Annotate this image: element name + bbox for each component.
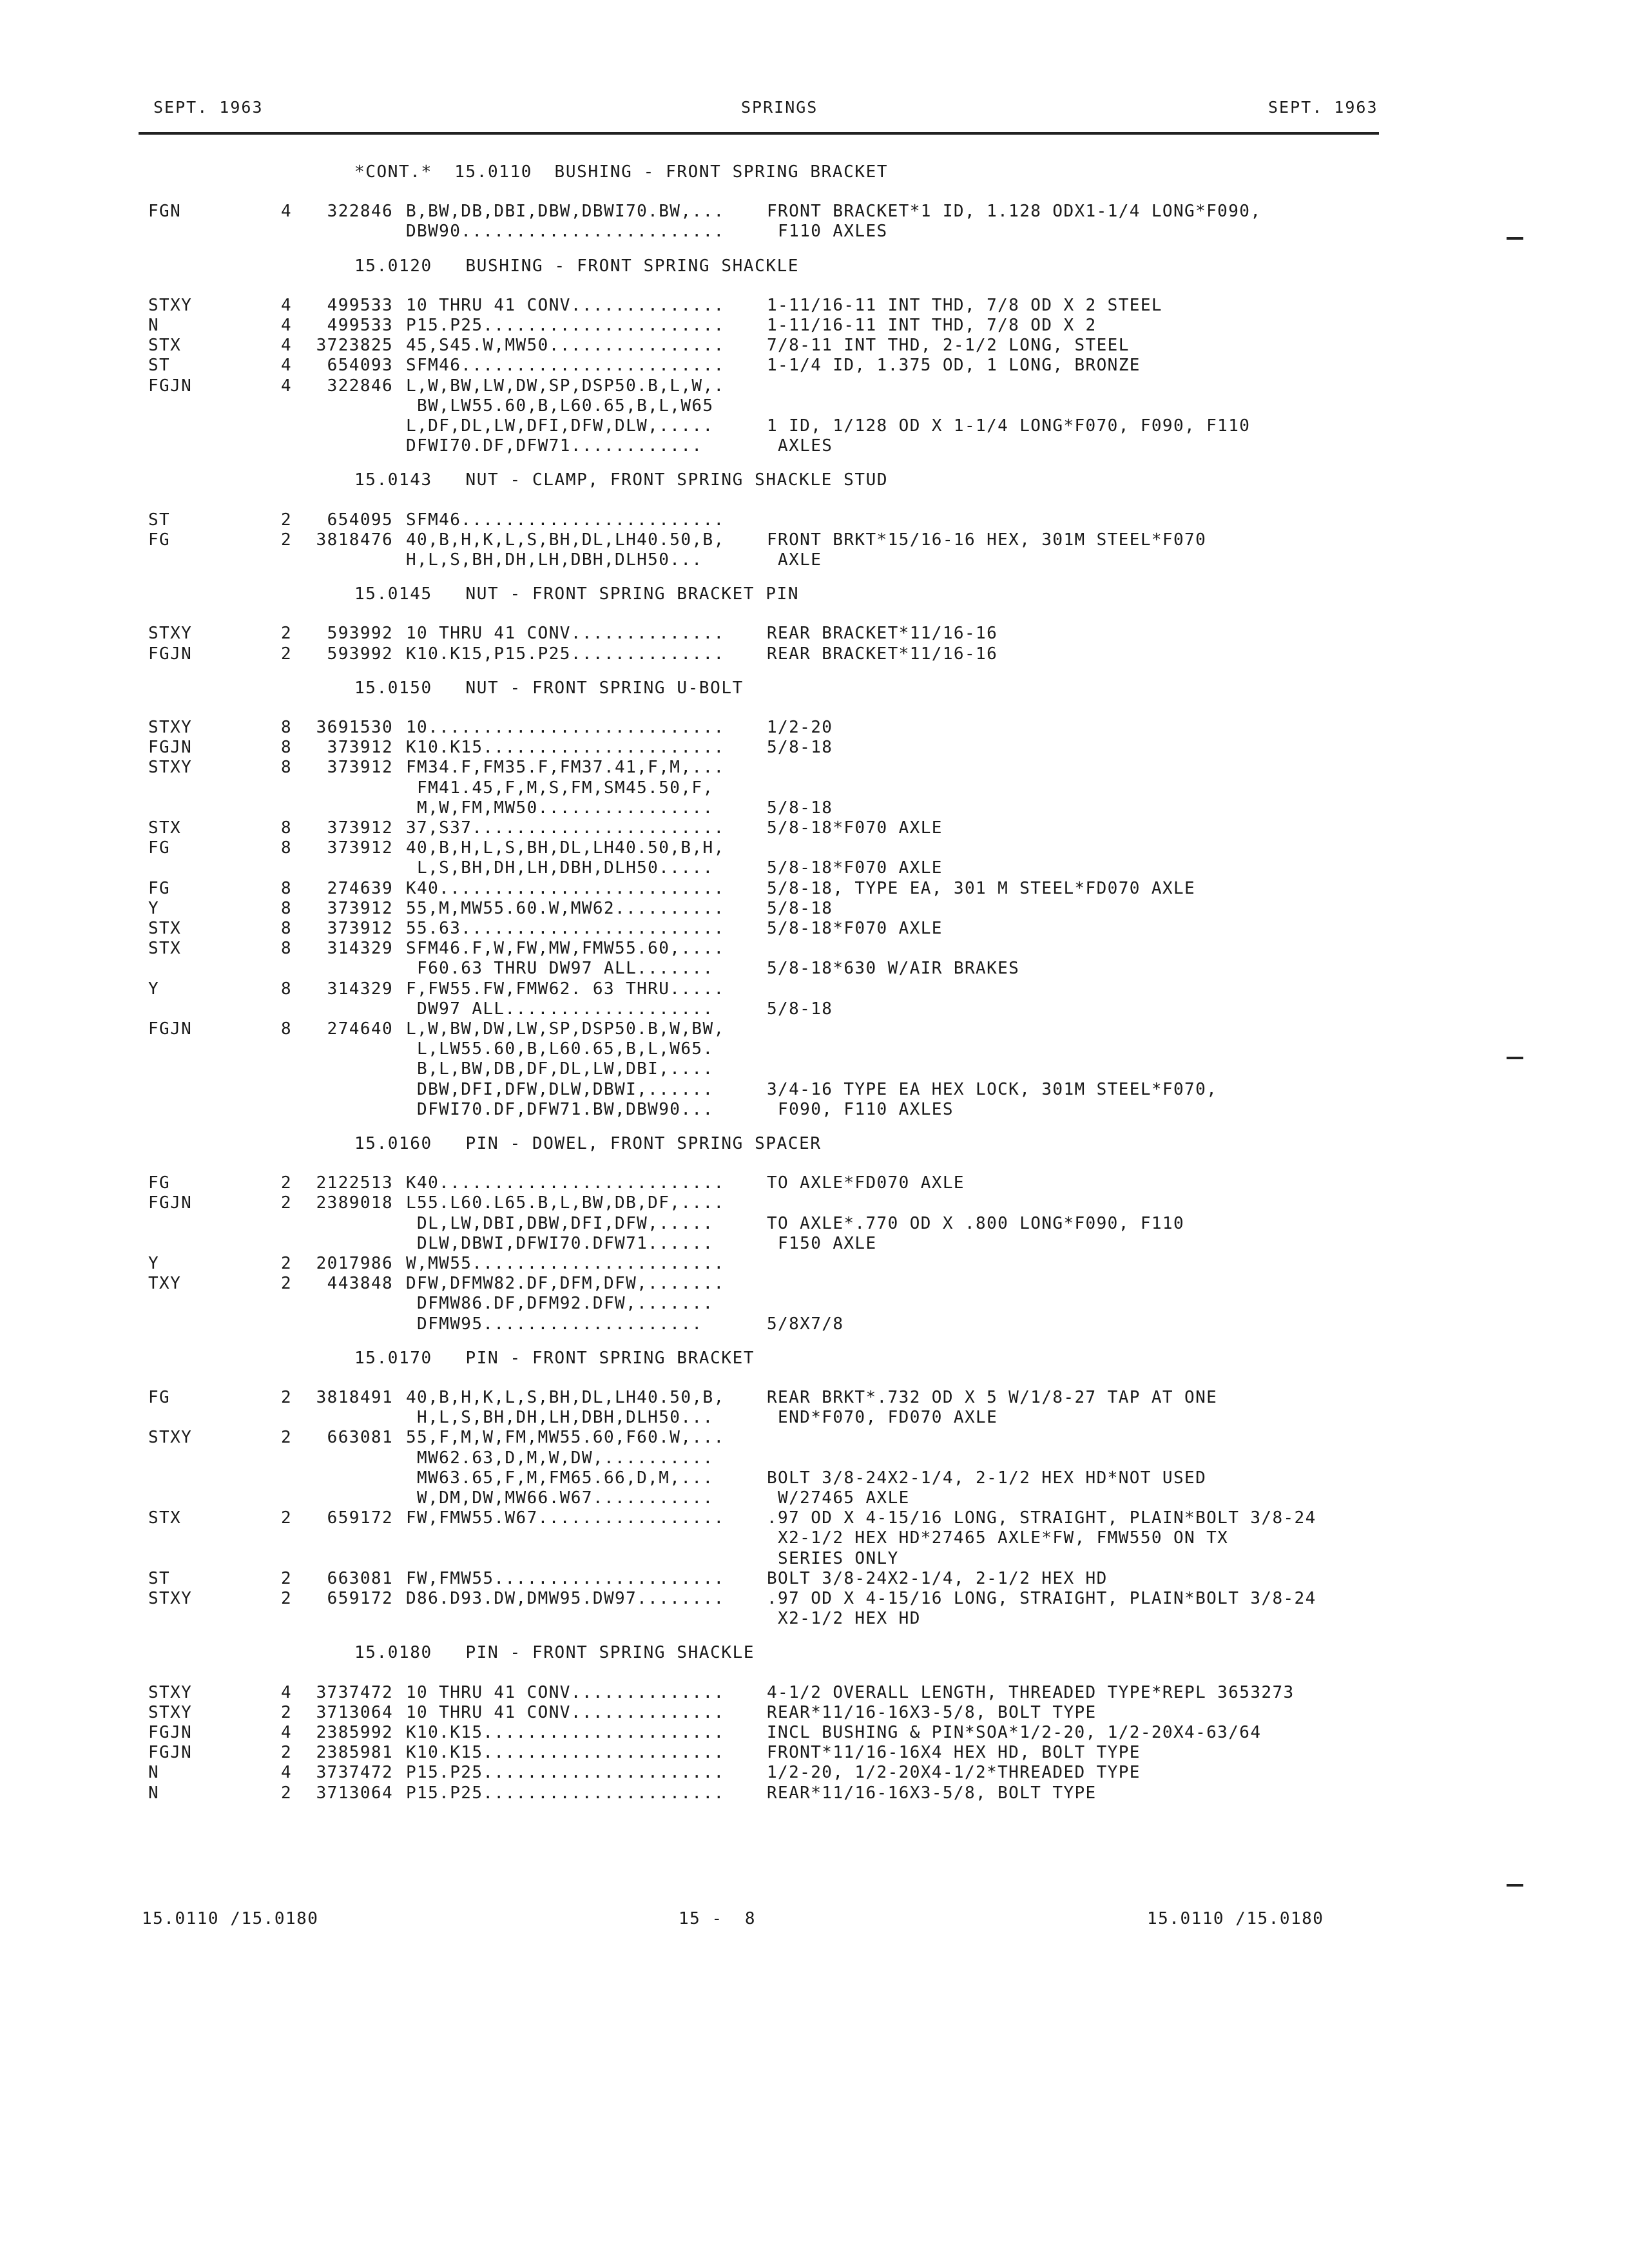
part-description: INCL BUSHING & PIN*SOA*1/2-20, 1/2-20X4-63/64 bbox=[767, 1723, 1262, 1742]
model-code: Y bbox=[148, 1254, 160, 1273]
model-applicability: B,BW,DB,DBI,DBW,DBWI70.BW,... bbox=[406, 202, 725, 222]
model-applicability: DLW,DBWI,DFWI70.DFW71...... bbox=[406, 1233, 714, 1253]
part-description: .97 OD X 4-15/16 LONG, STRAIGHT, PLAIN*BOLT 3/8-24 bbox=[767, 1589, 1316, 1608]
quantity: 2 bbox=[281, 1254, 293, 1273]
model-code: Y bbox=[148, 979, 160, 999]
quantity: 8 bbox=[281, 919, 293, 938]
model-applicability: K10.K15,P15.P25.............. bbox=[406, 644, 725, 664]
part-description: REAR BRACKET*11/16-16 bbox=[767, 624, 998, 644]
quantity: 2 bbox=[281, 1173, 293, 1193]
part-number: 274640 bbox=[327, 1019, 393, 1039]
header-date-right: SEPT. 1963 bbox=[1268, 98, 1378, 117]
part-description: X2-1/2 HEX HD bbox=[767, 1609, 921, 1629]
part-number: 3818476 bbox=[316, 530, 393, 550]
part-number: 3691530 bbox=[316, 718, 393, 737]
part-description: F090, F110 AXLES bbox=[767, 1099, 954, 1119]
margin-tick bbox=[1507, 237, 1523, 240]
part-description: 1-1/4 ID, 1.375 OD, 1 LONG, BRONZE bbox=[767, 356, 1141, 376]
section-title: 15.0143 NUT - CLAMP, FRONT SPRING SHACKLE STUD bbox=[354, 470, 889, 490]
model-applicability: F60.63 THRU DW97 ALL....... bbox=[406, 959, 714, 979]
quantity: 2 bbox=[281, 1589, 293, 1608]
part-description: TO AXLE*FD070 AXLE bbox=[767, 1173, 965, 1193]
part-description: 5/8-18, TYPE EA, 301 M STEEL*FD070 AXLE bbox=[767, 878, 1196, 898]
part-number: 2385981 bbox=[316, 1743, 393, 1763]
part-description: 1/2-20, 1/2-20X4-1/2*THREADED TYPE bbox=[767, 1763, 1141, 1783]
model-applicability: DL,LW,DBI,DBW,DFI,DFW,..... bbox=[406, 1213, 714, 1233]
quantity: 4 bbox=[281, 1763, 293, 1783]
quantity: 2 bbox=[281, 1568, 293, 1588]
model-applicability: DFWI70.DF,DFW71.BW,DBW90... bbox=[406, 1099, 714, 1119]
model-applicability: FW,FMW55..................... bbox=[406, 1568, 725, 1588]
part-number: 659172 bbox=[327, 1508, 393, 1528]
part-description: 5/8-18 bbox=[767, 898, 833, 918]
model-applicability: SFM46........................ bbox=[406, 356, 725, 376]
quantity: 4 bbox=[281, 1682, 293, 1702]
part-number: 3713064 bbox=[316, 1783, 393, 1803]
model-applicability: K10.K15...................... bbox=[406, 738, 725, 758]
part-number: 3737472 bbox=[316, 1763, 393, 1783]
quantity: 2 bbox=[281, 624, 293, 644]
section-title: 15.0120 BUSHING - FRONT SPRING SHACKLE bbox=[354, 256, 800, 276]
part-number: 373912 bbox=[327, 738, 393, 758]
quantity: 8 bbox=[281, 939, 293, 959]
model-applicability: 40,B,H,K,L,S,BH,DL,LH40.50,B, bbox=[406, 530, 725, 550]
quantity: 2 bbox=[281, 1743, 293, 1763]
quantity: 4 bbox=[281, 336, 293, 356]
model-code: N bbox=[148, 1763, 160, 1783]
model-applicability: H,L,S,BH,DH,LH,DBH,DLH50... bbox=[406, 550, 703, 570]
model-applicability: 40,B,H,L,S,BH,DL,LH40.50,B,H, bbox=[406, 838, 725, 858]
part-description: W/27465 AXLE bbox=[767, 1488, 910, 1508]
model-applicability: W,MW55....................... bbox=[406, 1254, 725, 1273]
model-code: FG bbox=[148, 838, 171, 858]
section-title: 15.0150 NUT - FRONT SPRING U-BOLT bbox=[354, 678, 744, 698]
part-description: FRONT*11/16-16X4 HEX HD, BOLT TYPE bbox=[767, 1743, 1141, 1763]
part-number: 3737472 bbox=[316, 1682, 393, 1702]
model-code: FGJN bbox=[148, 1193, 193, 1213]
part-number: 322846 bbox=[327, 376, 393, 396]
quantity: 8 bbox=[281, 898, 293, 918]
model-applicability: DBW,DFI,DFW,DLW,DBWI,...... bbox=[406, 1079, 714, 1099]
part-number: 3713064 bbox=[316, 1702, 393, 1722]
quantity: 2 bbox=[281, 644, 293, 664]
part-number: 2389018 bbox=[316, 1193, 393, 1213]
model-applicability: W,DM,DW,MW66.W67........... bbox=[406, 1488, 714, 1508]
part-description: BOLT 3/8-24X2-1/4, 2-1/2 HEX HD*NOT USED bbox=[767, 1468, 1207, 1488]
part-description: AXLE bbox=[767, 550, 822, 570]
part-number: 593992 bbox=[327, 624, 393, 644]
model-applicability: DBW90........................ bbox=[406, 222, 725, 242]
model-applicability: 55,F,M,W,FM,MW55.60,F60.W,... bbox=[406, 1428, 725, 1448]
part-number: 2122513 bbox=[316, 1173, 393, 1193]
part-description: 5/8-18*F070 AXLE bbox=[767, 818, 943, 838]
model-code: STXY bbox=[148, 758, 193, 778]
model-code: STX bbox=[148, 818, 182, 838]
part-number: 373912 bbox=[327, 919, 393, 938]
model-applicability: DFW,DFMW82.DF,DFM,DFW,....... bbox=[406, 1274, 725, 1294]
model-applicability: DFMW86.DF,DFM92.DFW,....... bbox=[406, 1294, 714, 1314]
part-description: REAR BRACKET*11/16-16 bbox=[767, 644, 998, 664]
model-applicability: M,W,FM,MW50................ bbox=[406, 798, 714, 818]
part-number: 593992 bbox=[327, 644, 393, 664]
part-description: .97 OD X 4-15/16 LONG, STRAIGHT, PLAIN*BOLT 3/8-24 bbox=[767, 1508, 1316, 1528]
quantity: 8 bbox=[281, 1019, 293, 1039]
model-applicability: FM41.45,F,M,S,FM,SM45.50,F, bbox=[406, 778, 714, 798]
model-code: ST bbox=[148, 356, 171, 376]
model-applicability: MW63.65,F,M,FM65.66,D,M,... bbox=[406, 1468, 714, 1488]
model-code: FGJN bbox=[148, 1019, 193, 1039]
quantity: 4 bbox=[281, 376, 293, 396]
model-applicability: K40.......................... bbox=[406, 1173, 725, 1193]
model-code: STXY bbox=[148, 624, 193, 644]
part-number: 314329 bbox=[327, 979, 393, 999]
header-rule bbox=[139, 132, 1379, 135]
part-number: 3723825 bbox=[316, 336, 393, 356]
model-applicability: K10.K15...................... bbox=[406, 1743, 725, 1763]
part-description: 5/8-18 bbox=[767, 738, 833, 758]
model-code: N bbox=[148, 1783, 160, 1803]
part-description: FRONT BRACKET*1 ID, 1.128 ODX1-1/4 LONG*F090, bbox=[767, 202, 1262, 222]
part-description: 5/8-18 bbox=[767, 999, 833, 1019]
model-applicability: L,S,BH,DH,LH,DBH,DLH50..... bbox=[406, 858, 714, 878]
model-code: STXY bbox=[148, 1702, 193, 1722]
quantity: 2 bbox=[281, 1428, 293, 1448]
model-code: STX bbox=[148, 336, 182, 356]
model-applicability: 10 THRU 41 CONV.............. bbox=[406, 295, 725, 315]
part-description: 1/2-20 bbox=[767, 718, 833, 737]
quantity: 2 bbox=[281, 1508, 293, 1528]
part-number: 499533 bbox=[327, 316, 393, 335]
part-number: 663081 bbox=[327, 1428, 393, 1448]
part-description: SERIES ONLY bbox=[767, 1548, 899, 1568]
model-code: FG bbox=[148, 1388, 171, 1407]
part-number: 373912 bbox=[327, 758, 393, 778]
part-number: 3818491 bbox=[316, 1388, 393, 1407]
model-code: N bbox=[148, 316, 160, 335]
model-applicability: K40.......................... bbox=[406, 878, 725, 898]
part-description: 5/8-18*630 W/AIR BRAKES bbox=[767, 959, 1020, 979]
model-applicability: 55,M,MW55.60.W,MW62.......... bbox=[406, 898, 725, 918]
model-code: Y bbox=[148, 898, 160, 918]
quantity: 2 bbox=[281, 1783, 293, 1803]
model-applicability: DFWI70.DF,DFW71............ bbox=[406, 436, 703, 456]
part-number: 274639 bbox=[327, 878, 393, 898]
model-applicability: 45,S45.W,MW50................ bbox=[406, 336, 725, 356]
model-applicability: DW97 ALL................... bbox=[406, 999, 714, 1019]
part-number: 314329 bbox=[327, 939, 393, 959]
model-applicability: 10 THRU 41 CONV.............. bbox=[406, 1702, 725, 1722]
model-code: FGJN bbox=[148, 1723, 193, 1742]
section-title: 15.0145 NUT - FRONT SPRING BRACKET PIN bbox=[354, 584, 800, 604]
part-number: 443848 bbox=[327, 1274, 393, 1294]
model-applicability: FW,FMW55.W67................. bbox=[406, 1508, 725, 1528]
model-applicability: D86.D93.DW,DMW95.DW97........ bbox=[406, 1589, 725, 1608]
model-code: FG bbox=[148, 1173, 171, 1193]
model-applicability: P15.P25...................... bbox=[406, 316, 725, 335]
model-applicability: 10 THRU 41 CONV.............. bbox=[406, 1682, 725, 1702]
quantity: 8 bbox=[281, 758, 293, 778]
part-description: F150 AXLE bbox=[767, 1233, 877, 1253]
model-applicability: P15.P25...................... bbox=[406, 1763, 725, 1783]
model-code: STX bbox=[148, 939, 182, 959]
margin-tick bbox=[1507, 1884, 1523, 1887]
part-description: 1 ID, 1/128 OD X 1-1/4 LONG*F070, F090, F110 bbox=[767, 416, 1251, 436]
quantity: 4 bbox=[281, 295, 293, 315]
part-description: 5/8-18*F070 AXLE bbox=[767, 858, 943, 878]
part-description: 7/8-11 INT THD, 2-1/2 LONG, STEEL bbox=[767, 336, 1130, 356]
model-applicability: 40,B,H,K,L,S,BH,DL,LH40.50,B, bbox=[406, 1388, 725, 1407]
part-description: FRONT BRKT*15/16-16 HEX, 301M STEEL*F070 bbox=[767, 530, 1207, 550]
model-applicability: B,L,BW,DB,DF,DL,LW,DBI,.... bbox=[406, 1059, 714, 1079]
part-number: 2017986 bbox=[316, 1254, 393, 1273]
model-applicability: 10........................... bbox=[406, 718, 725, 737]
model-code: STXY bbox=[148, 1428, 193, 1448]
model-applicability: L,LW55.60,B,L60.65,B,L,W65. bbox=[406, 1039, 714, 1059]
section-title: 15.0160 PIN - DOWEL, FRONT SPRING SPACER bbox=[354, 1134, 822, 1153]
part-description: X2-1/2 HEX HD*27465 AXLE*FW, FMW550 ON TX bbox=[767, 1528, 1229, 1548]
model-applicability: L,W,BW,LW,DW,SP,DSP50.B,L,W,. bbox=[406, 376, 725, 396]
model-code: FG bbox=[148, 878, 171, 898]
model-code: FGN bbox=[148, 202, 182, 222]
part-description: END*F070, FD070 AXLE bbox=[767, 1408, 998, 1428]
model-code: STX bbox=[148, 919, 182, 938]
model-code: FG bbox=[148, 530, 171, 550]
model-code: FGJN bbox=[148, 1743, 193, 1763]
quantity: 4 bbox=[281, 316, 293, 335]
model-applicability: L55.L60.L65.B,L,BW,DB,DF,.... bbox=[406, 1193, 725, 1213]
model-applicability: FM34.F,FM35.F,FM37.41,F,M,... bbox=[406, 758, 725, 778]
model-code: STXY bbox=[148, 1589, 193, 1608]
model-applicability: 55.63........................ bbox=[406, 919, 725, 938]
model-applicability: 10 THRU 41 CONV.............. bbox=[406, 624, 725, 644]
part-description: BOLT 3/8-24X2-1/4, 2-1/2 HEX HD bbox=[767, 1568, 1108, 1588]
section-title: *CONT.* 15.0110 BUSHING - FRONT SPRING BRACKET bbox=[354, 162, 889, 182]
model-applicability: K10.K15...................... bbox=[406, 1723, 725, 1742]
model-applicability: P15.P25...................... bbox=[406, 1783, 725, 1803]
model-applicability: 37,S37....................... bbox=[406, 818, 725, 838]
header-title: SPRINGS bbox=[741, 98, 818, 117]
model-applicability: H,L,S,BH,DH,LH,DBH,DLH50... bbox=[406, 1408, 714, 1428]
quantity: 8 bbox=[281, 818, 293, 838]
quantity: 2 bbox=[281, 530, 293, 550]
part-number: 373912 bbox=[327, 818, 393, 838]
quantity: 2 bbox=[281, 510, 293, 530]
part-description: F110 AXLES bbox=[767, 222, 888, 242]
footer-page-number: 15 - 8 bbox=[679, 1909, 757, 1928]
model-applicability: F,FW55.FW,FMW62. 63 THRU..... bbox=[406, 979, 725, 999]
part-number: 2385992 bbox=[316, 1723, 393, 1742]
model-code: STXY bbox=[148, 295, 193, 315]
part-description: 5/8X7/8 bbox=[767, 1314, 844, 1334]
header-date-left: SEPT. 1963 bbox=[153, 98, 264, 117]
part-description: TO AXLE*.770 OD X .800 LONG*F090, F110 bbox=[767, 1213, 1185, 1233]
part-number: 663081 bbox=[327, 1568, 393, 1588]
part-description: 3/4-16 TYPE EA HEX LOCK, 301M STEEL*F070, bbox=[767, 1079, 1218, 1099]
quantity: 8 bbox=[281, 878, 293, 898]
margin-tick bbox=[1507, 1057, 1523, 1059]
model-applicability: BW,LW55.60,B,L60.65,B,L,W65 bbox=[406, 396, 714, 416]
model-code: FGJN bbox=[148, 738, 193, 758]
quantity: 2 bbox=[281, 1193, 293, 1213]
model-applicability: DFMW95.................... bbox=[406, 1314, 703, 1334]
quantity: 4 bbox=[281, 1723, 293, 1742]
quantity: 4 bbox=[281, 356, 293, 376]
quantity: 8 bbox=[281, 979, 293, 999]
part-number: 659172 bbox=[327, 1589, 393, 1608]
model-applicability: L,W,BW,DW,LW,SP,DSP50.B,W,BW, bbox=[406, 1019, 725, 1039]
part-description: 4-1/2 OVERALL LENGTH, THREADED TYPE*REPL 3653273 bbox=[767, 1682, 1295, 1702]
part-description: REAR*11/16-16X3-5/8, BOLT TYPE bbox=[767, 1783, 1097, 1803]
part-description: REAR*11/16-16X3-5/8, BOLT TYPE bbox=[767, 1702, 1097, 1722]
quantity: 8 bbox=[281, 838, 293, 858]
model-code: FGJN bbox=[148, 644, 193, 664]
model-applicability: MW62.63,D,M,W,DW,.......... bbox=[406, 1448, 714, 1468]
model-code: TXY bbox=[148, 1274, 182, 1294]
part-description: 1-11/16-11 INT THD, 7/8 OD X 2 bbox=[767, 316, 1097, 335]
model-code: STXY bbox=[148, 1682, 193, 1702]
part-description: 1-11/16-11 INT THD, 7/8 OD X 2 STEEL bbox=[767, 295, 1162, 315]
model-code: STXY bbox=[148, 718, 193, 737]
footer-range-right: 15.0110 /15.0180 bbox=[1147, 1909, 1324, 1928]
part-description: REAR BRKT*.732 OD X 5 W/1/8-27 TAP AT ONE bbox=[767, 1388, 1218, 1407]
part-description: 5/8-18 bbox=[767, 798, 833, 818]
quantity: 2 bbox=[281, 1274, 293, 1294]
model-code: FGJN bbox=[148, 376, 193, 396]
quantity: 4 bbox=[281, 202, 293, 222]
footer-range-left: 15.0110 /15.0180 bbox=[142, 1909, 319, 1928]
model-code: ST bbox=[148, 1568, 171, 1588]
part-description: 5/8-18*F070 AXLE bbox=[767, 919, 943, 938]
part-number: 654093 bbox=[327, 356, 393, 376]
model-code: ST bbox=[148, 510, 171, 530]
part-number: 373912 bbox=[327, 898, 393, 918]
model-applicability: SFM46.F,W,FW,MW,FMW55.60,.... bbox=[406, 939, 725, 959]
quantity: 8 bbox=[281, 718, 293, 737]
model-applicability: SFM46........................ bbox=[406, 510, 725, 530]
model-code: STX bbox=[148, 1508, 182, 1528]
part-number: 654095 bbox=[327, 510, 393, 530]
quantity: 2 bbox=[281, 1702, 293, 1722]
part-number: 499533 bbox=[327, 295, 393, 315]
part-number: 322846 bbox=[327, 202, 393, 222]
quantity: 8 bbox=[281, 738, 293, 758]
model-applicability: L,DF,DL,LW,DFI,DFW,DLW,..... bbox=[406, 416, 714, 436]
part-description: AXLES bbox=[767, 436, 833, 456]
part-number: 373912 bbox=[327, 838, 393, 858]
section-title: 15.0170 PIN - FRONT SPRING BRACKET bbox=[354, 1348, 755, 1368]
section-title: 15.0180 PIN - FRONT SPRING SHACKLE bbox=[354, 1643, 755, 1663]
quantity: 2 bbox=[281, 1388, 293, 1407]
